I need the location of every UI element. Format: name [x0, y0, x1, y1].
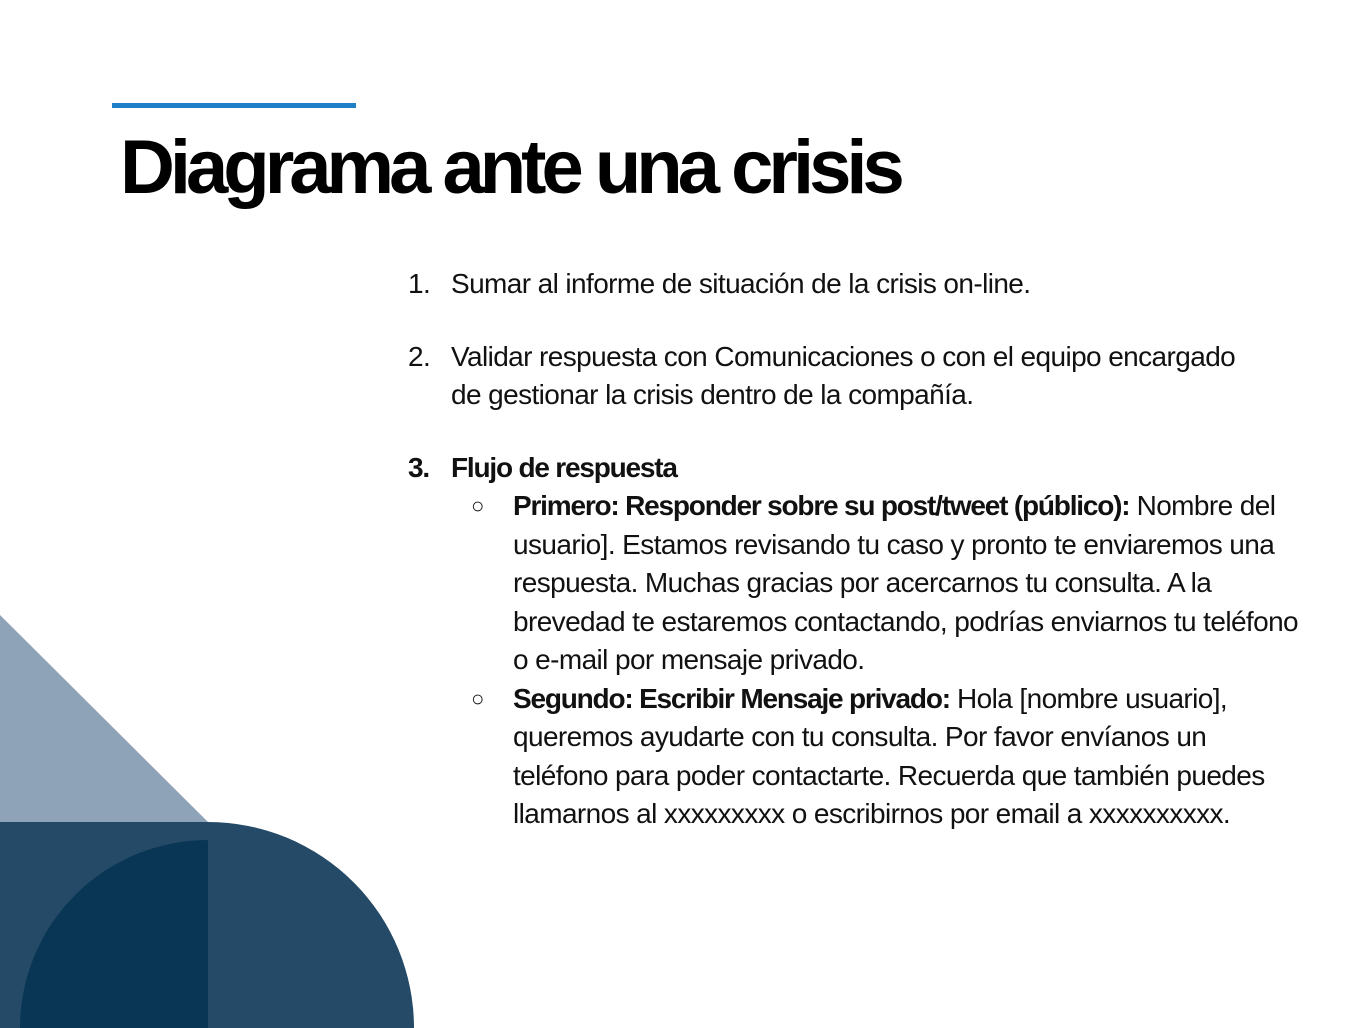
bullet-circle-icon: ○ [471, 493, 484, 518]
page-title: Diagrama ante una crisis [120, 125, 900, 210]
bullet-circle-icon: ○ [471, 685, 484, 711]
content-list [408, 265, 1308, 834]
list-text: Validar respuesta con Comunicaciones o con el equipo encargado de gestionar la crisis dentro de la compañía. [451, 340, 1236, 410]
sub-item-label: Primero: Responder sobre su post/tweet (público): [513, 490, 1130, 521]
sub-item-body [513, 487, 1308, 680]
list-number: 1. [408, 268, 431, 299]
decorative-shapes [0, 600, 420, 1028]
sub-item-label: Segundo: Escribir Mensaje privado: [513, 682, 950, 714]
sub-item-1 [471, 487, 1308, 680]
list-item-3 [408, 449, 1308, 488]
sub-item-body [513, 680, 1308, 834]
title-accent-line [112, 103, 356, 108]
sub-item-text: Nombre del usuario]. Estamos revisando tu caso y pronto te enviaremos una respuesta. Muchas gracias por acercarnos tu consulta. A la brevedad te estaremos contactando, podrías enviarnos tu teléfono o e-mail por mensaje privado. [513, 490, 1299, 675]
sub-item-2 [471, 680, 1308, 834]
decor-dark-arc-right [208, 840, 396, 1028]
list-item-2 [408, 338, 1308, 415]
list-number: 3. [408, 451, 429, 483]
list-item-1 [408, 265, 1308, 304]
sub-item-text: Hola [nombre usuario], queremos ayudarte con tu consulta. Por favor envíanos un teléfono para poder contactarte. Recuerda que también puedes llamarnos al xxxxxxxxx o escribirnos por email a xxxxxxxxxx. [513, 682, 1265, 829]
list-heading: Flujo de respuesta [451, 451, 677, 483]
list-text: Sumar al informe de situación de la crisis on-line. [451, 268, 1031, 299]
list-number: 2. [408, 340, 431, 372]
